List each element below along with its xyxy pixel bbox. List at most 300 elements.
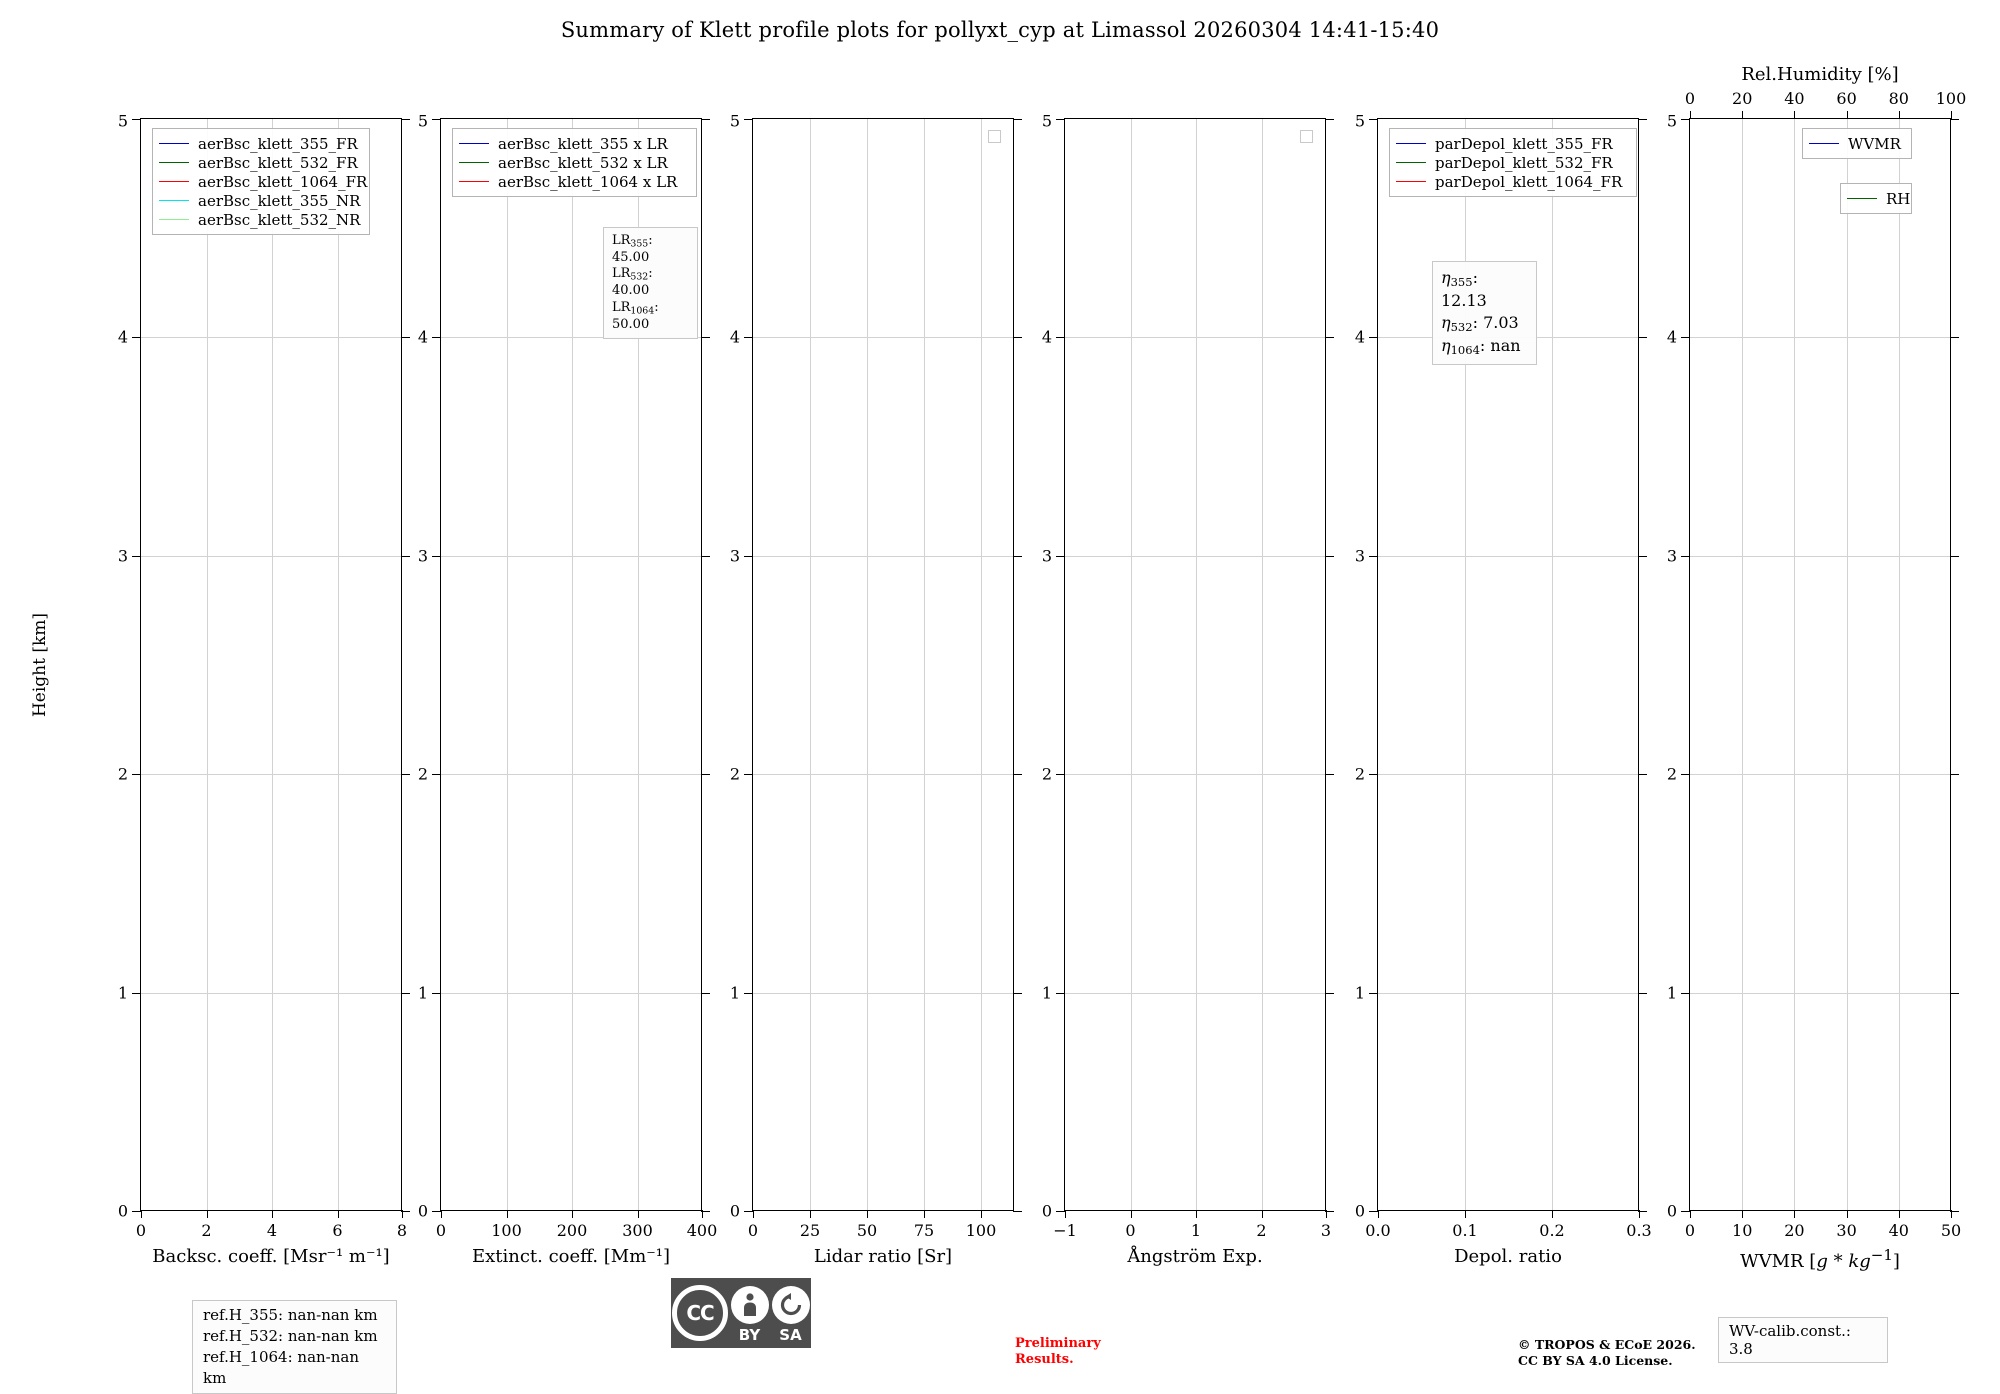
preliminary-line-2: Results. <box>1015 1352 1074 1368</box>
gridline-y-4 <box>753 337 1013 338</box>
ytick-3 <box>132 556 141 557</box>
xtick-label-5: 50 <box>1940 1221 1962 1240</box>
refbox-line: ref.H_532: nan-nan km <box>203 1327 378 1345</box>
xtick-top-label-0: 0 <box>1684 89 1696 108</box>
ytick-r-1 <box>701 993 710 994</box>
ytick-0 <box>132 1211 141 1212</box>
xtick-4 <box>702 1210 703 1218</box>
xtick-label-1: 25 <box>799 1221 821 1240</box>
xtick-top-label-4: 80 <box>1888 89 1909 108</box>
credit-line-2: CC BY SA 4.0 License. <box>1518 1353 1673 1369</box>
gridline-x-2 <box>1794 119 1795 1210</box>
gridline-x-1 <box>1131 119 1132 1210</box>
xtick-top-label-5: 100 <box>1935 89 1967 108</box>
ytick-r-1 <box>1013 993 1022 994</box>
gridline-y-3 <box>753 556 1013 557</box>
ytick-label-1: 1 <box>417 983 428 1003</box>
ytick-label-2: 2 <box>117 764 128 784</box>
plot-area-wvmr-rh <box>1666 64 1967 1272</box>
ytick-label-3: 3 <box>1041 546 1052 566</box>
ytick-0 <box>1056 1211 1065 1212</box>
gridline-y-3 <box>141 556 401 557</box>
xtick-0 <box>141 1210 142 1218</box>
legend-backscatter[interactable] <box>152 128 370 235</box>
annotation-row: $LR_{532}$: 40.00 <box>612 266 653 299</box>
ytick-label-0: 0 <box>729 1201 740 1221</box>
ytick-r-1 <box>1325 993 1334 994</box>
ytick-label-0: 0 <box>1666 1201 1677 1221</box>
legend-line-icon <box>1396 143 1426 144</box>
gridline-y-4 <box>1690 337 1950 338</box>
ytick-r-2 <box>1013 774 1022 775</box>
xtick-0 <box>1378 1210 1379 1218</box>
ytick-label-1: 1 <box>117 983 128 1003</box>
ytick-1 <box>1056 993 1065 994</box>
gridline-x-2 <box>1196 119 1197 1210</box>
lidar-ratio-annotation-box <box>603 227 698 339</box>
xtick-label-3: 75 <box>913 1221 935 1240</box>
ytick-5 <box>432 119 441 120</box>
ytick-r-5 <box>1325 119 1334 120</box>
gridline-x-2 <box>572 119 573 1210</box>
gridline-x-2 <box>1552 119 1553 1210</box>
cc-by-label: BY <box>738 1325 761 1344</box>
xtick-label-0: 0 <box>135 1221 147 1240</box>
annotation-value: 7.03 <box>1483 313 1519 332</box>
axis-caption-lidar-ratio: Lidar ratio [Sr] <box>813 1246 953 1267</box>
ytick-label-5: 5 <box>117 111 128 131</box>
ytick-label-5: 5 <box>729 111 740 131</box>
legend-item[interactable] <box>1396 172 1629 191</box>
credit-line-1: © TROPOS & ECoE 2026. <box>1518 1337 1696 1352</box>
xtick-2 <box>572 1210 573 1218</box>
annotation-label: LR <box>612 266 631 282</box>
ytick-label-4: 4 <box>417 327 428 347</box>
ytick-label-1: 1 <box>1666 983 1677 1003</box>
ytick-5 <box>1056 119 1065 120</box>
xtick-label-2: 200 <box>556 1221 588 1240</box>
ytick-label-2: 2 <box>1666 764 1677 784</box>
annotation-row: $\eta_{1064}$: nan <box>1441 336 1521 358</box>
ytick-label-1: 1 <box>1354 983 1365 1003</box>
ytick-r-4 <box>701 337 710 338</box>
ytick-r-1 <box>1638 993 1647 994</box>
legend-line-icon <box>159 143 189 144</box>
ytick-r-3 <box>401 556 410 557</box>
ytick-r-2 <box>1950 774 1959 775</box>
xtick-1 <box>207 1210 208 1218</box>
refbox-line: ref.H_1064: nan-nan km <box>203 1348 360 1387</box>
xtick-1 <box>507 1210 508 1218</box>
cc-by-cell <box>729 1278 770 1348</box>
gridline-y-1 <box>1690 993 1950 994</box>
ytick-0 <box>432 1211 441 1212</box>
xtick-label-3: 30 <box>1836 1221 1857 1240</box>
cc-sa-cell <box>770 1278 811 1348</box>
legend-line-icon <box>159 219 189 220</box>
xtick-top-3 <box>1847 111 1848 119</box>
xtick-3 <box>1847 1210 1848 1218</box>
xtick-0 <box>753 1210 754 1218</box>
xtick-label-4: 8 <box>396 1221 408 1240</box>
legend-label: WVMR <box>1848 134 1901 153</box>
xtick-label-1: 2 <box>201 1221 212 1240</box>
annotation-row: $\eta_{355}$: 12.13 <box>1441 268 1487 311</box>
ytick-label-0: 0 <box>117 1201 128 1221</box>
xtick-1 <box>1742 1210 1743 1218</box>
ytick-2 <box>132 774 141 775</box>
xtick-top-label-2: 40 <box>1784 89 1805 108</box>
ytick-r-5 <box>1950 119 1959 120</box>
xtick-label-2: 0.2 <box>1539 1221 1565 1240</box>
xtick-top-1 <box>1742 111 1743 119</box>
ytick-r-5 <box>1013 119 1022 120</box>
annotation-subscript: 1064 <box>630 304 655 316</box>
ytick-r-3 <box>1325 556 1334 557</box>
xtick-label-4: 400 <box>686 1221 718 1240</box>
xtick-top-5 <box>1951 111 1952 119</box>
ytick-4 <box>1369 337 1378 338</box>
ytick-1 <box>1369 993 1378 994</box>
ytick-label-4: 4 <box>1041 327 1052 347</box>
ytick-label-5: 5 <box>1666 111 1677 131</box>
ytick-r-3 <box>1950 556 1959 557</box>
gridline-x-1 <box>507 119 508 1210</box>
ytick-3 <box>432 556 441 557</box>
xtick-4 <box>1326 1210 1327 1218</box>
legend-line-icon <box>459 143 489 144</box>
ytick-r-4 <box>1325 337 1334 338</box>
gridline-x-3 <box>1262 119 1263 1210</box>
ytick-label-1: 1 <box>1041 983 1052 1003</box>
y-axis-title: Height [km] <box>30 612 50 718</box>
legend-item[interactable] <box>159 210 362 229</box>
xtick-3 <box>924 1210 925 1218</box>
empty-legend-marker <box>988 130 1001 143</box>
ytick-label-4: 4 <box>1354 327 1365 347</box>
legend-depolarization-ratio[interactable] <box>1389 128 1637 197</box>
gridline-y-1 <box>753 993 1013 994</box>
ytick-0 <box>744 1211 753 1212</box>
annotation-label: η <box>1441 268 1451 287</box>
gridline-y-2 <box>1065 774 1325 775</box>
legend-wvmr[interactable] <box>1802 128 1912 159</box>
legend-label: aerBsc_klett_1064_FR <box>198 172 368 191</box>
ytick-1 <box>432 993 441 994</box>
gridline-y-4 <box>141 337 401 338</box>
ytick-2 <box>1056 774 1065 775</box>
legend-item[interactable] <box>459 134 689 153</box>
ytick-r-4 <box>1950 337 1959 338</box>
gridline-x-1 <box>207 119 208 1210</box>
annotation-subscript: 532 <box>1450 319 1473 334</box>
preliminary-results-note <box>1015 1336 1101 1369</box>
annotation-subscript: 355 <box>630 238 649 250</box>
xtick-2 <box>272 1210 273 1218</box>
ytick-r-3 <box>1638 556 1647 557</box>
annotation-value: 12.13 <box>1441 291 1487 311</box>
gridline-x-4 <box>1899 119 1900 1210</box>
legend-extinction[interactable] <box>452 128 697 197</box>
annotation-subscript: 532 <box>630 271 649 283</box>
xtick-label-2: 4 <box>266 1221 278 1240</box>
legend-item[interactable] <box>159 172 368 191</box>
annotation-label: LR <box>612 233 631 248</box>
ytick-1 <box>1681 993 1690 994</box>
ytick-label-3: 3 <box>417 546 428 566</box>
legend-label: RH <box>1886 189 1911 208</box>
legend-label: aerBsc_klett_355_FR <box>198 134 358 153</box>
legend-line-icon <box>1809 143 1839 144</box>
ytick-r-2 <box>701 774 710 775</box>
xtick-2 <box>1794 1210 1795 1218</box>
xtick-4 <box>402 1210 403 1218</box>
ytick-label-0: 0 <box>1041 1201 1052 1221</box>
xtick-top-label-1: 20 <box>1732 89 1753 108</box>
gridline-x-3 <box>924 119 925 1210</box>
legend-item[interactable] <box>459 172 689 191</box>
xtick-label-0: 0 <box>1684 1221 1696 1240</box>
xtick-label-3: 6 <box>332 1221 343 1240</box>
xtick-label-3: 300 <box>622 1221 653 1240</box>
legend-line-icon <box>159 181 189 182</box>
ytick-label-3: 3 <box>1354 546 1365 566</box>
legend-label: parDepol_klett_355_FR <box>1435 134 1613 153</box>
ytick-label-2: 2 <box>1354 764 1365 784</box>
ytick-label-2: 2 <box>417 764 428 784</box>
ytick-3 <box>1056 556 1065 557</box>
gridline-x-1 <box>810 119 811 1210</box>
gridline-y-3 <box>1690 556 1950 557</box>
gridline-x-1 <box>1742 119 1743 1210</box>
gridline-y-2 <box>753 774 1013 775</box>
share-alike-icon-glyph <box>779 1293 803 1317</box>
ytick-3 <box>744 556 753 557</box>
gridline-x-4 <box>981 119 982 1210</box>
plot-area-depolarization-ratio <box>1354 111 1652 1267</box>
page-title: Summary of Klett profile plots for pollyxt_cyp at Limassol 20260304 14:41-15:40 <box>560 18 1440 42</box>
ytick-label-5: 5 <box>417 111 428 131</box>
ytick-r-4 <box>401 337 410 338</box>
ytick-r-0 <box>1013 1211 1022 1212</box>
copyright-credit <box>1518 1337 1696 1370</box>
legend-item[interactable] <box>159 153 362 172</box>
plot-area-angstrom-exponent <box>1041 111 1332 1267</box>
annotation-label: LR <box>612 299 631 315</box>
legend-line-icon <box>159 200 189 201</box>
empty-legend-marker <box>1300 130 1313 143</box>
xtick-3 <box>338 1210 339 1218</box>
ytick-label-2: 2 <box>1041 764 1052 784</box>
ytick-r-4 <box>1013 337 1022 338</box>
ytick-r-3 <box>1013 556 1022 557</box>
ytick-label-2: 2 <box>729 764 740 784</box>
reference-height-box <box>192 1300 397 1394</box>
annotation-value: 50.00 <box>612 316 650 332</box>
legend-line-icon <box>1847 198 1877 199</box>
xtick-label-2: 50 <box>856 1221 878 1240</box>
xtick-0 <box>1065 1210 1066 1218</box>
ytick-5 <box>1369 119 1378 120</box>
ytick-4 <box>1681 337 1690 338</box>
ytick-label-4: 4 <box>729 327 740 347</box>
xtick-label-0: 0 <box>747 1221 759 1240</box>
legend-label: aerBsc_klett_532_NR <box>198 210 361 229</box>
annotation-subscript: 1064 <box>1450 343 1480 358</box>
xtick-2 <box>1196 1210 1197 1218</box>
legend-label: aerBsc_klett_355 x LR <box>498 134 668 153</box>
ytick-label-0: 0 <box>417 1201 428 1221</box>
xtick-3 <box>1262 1210 1263 1218</box>
annotation-subscript: 355 <box>1450 274 1473 289</box>
legend-label: parDepol_klett_532_FR <box>1435 153 1613 172</box>
legend-label: aerBsc_klett_355_NR <box>198 191 361 210</box>
legend-item[interactable] <box>459 153 689 172</box>
xtick-label-4: 100 <box>965 1221 997 1240</box>
legend-line-icon <box>159 162 189 163</box>
ytick-2 <box>744 774 753 775</box>
legend-item[interactable] <box>1396 153 1629 172</box>
ytick-r-2 <box>1638 774 1647 775</box>
ytick-label-0: 0 <box>1354 1201 1365 1221</box>
ytick-r-1 <box>1950 993 1959 994</box>
ytick-1 <box>132 993 141 994</box>
axis-caption-wvmr: WVMR $[g * kg^{-1}]$ <box>1740 1246 1900 1272</box>
annotation-value: nan <box>1490 336 1521 356</box>
plot-area-backscatter <box>117 111 408 1267</box>
ytick-r-5 <box>401 119 410 120</box>
ytick-4 <box>132 337 141 338</box>
xtick-label-3: 2 <box>1256 1221 1267 1240</box>
gridline-x-3 <box>1847 119 1848 1210</box>
ytick-r-4 <box>1638 337 1647 338</box>
eta-annotation-box <box>1432 261 1537 365</box>
xtick-top-2 <box>1794 111 1795 119</box>
gridline-x-3 <box>338 119 339 1210</box>
cc-logo-icon <box>671 1278 729 1348</box>
annotation-label: η <box>1441 313 1451 332</box>
ytick-5 <box>744 119 753 120</box>
xtick-label-1: 0.1 <box>1452 1221 1478 1240</box>
ytick-3 <box>1369 556 1378 557</box>
gridline-y-1 <box>1378 993 1638 994</box>
gridline-y-3 <box>1065 556 1325 557</box>
legend-label: aerBsc_klett_532 x LR <box>498 153 668 172</box>
ytick-label-4: 4 <box>1666 327 1677 347</box>
legend-label: aerBsc_klett_1064 x LR <box>498 172 678 191</box>
gridline-x-2 <box>867 119 868 1210</box>
annotation-label: η <box>1441 336 1451 356</box>
ytick-label-1: 1 <box>729 983 740 1003</box>
xtick-label-4: 40 <box>1888 1221 1909 1240</box>
ytick-0 <box>1681 1211 1690 1212</box>
legend-item[interactable] <box>1809 134 1904 153</box>
legend-item[interactable] <box>159 191 362 210</box>
xtick-1 <box>810 1210 811 1218</box>
cc-mark-label: CC <box>672 1285 728 1341</box>
axis-caption-relative-humidity: Rel.Humidity [%] <box>1741 64 1899 85</box>
gridline-y-1 <box>141 993 401 994</box>
cc-sa-label: SA <box>779 1325 802 1344</box>
ytick-3 <box>1681 556 1690 557</box>
ytick-1 <box>744 993 753 994</box>
xtick-label-2: 1 <box>1190 1221 1202 1240</box>
ytick-4 <box>432 337 441 338</box>
axis-caption-angstrom-exponent: Ångström Exp. <box>1127 1246 1263 1267</box>
xtick-4 <box>1899 1210 1900 1218</box>
xtick-top-4 <box>1899 111 1900 119</box>
xtick-label-1: 0 <box>1125 1221 1136 1240</box>
xtick-3 <box>638 1210 639 1218</box>
gridline-y-2 <box>1378 774 1638 775</box>
ytick-label-5: 5 <box>1041 111 1052 131</box>
ytick-r-5 <box>1638 119 1647 120</box>
gridline-y-1 <box>441 993 701 994</box>
ytick-r-2 <box>401 774 410 775</box>
gridline-y-4 <box>1065 337 1325 338</box>
annotation-row: $\eta_{532}$: 7.03 <box>1441 313 1519 334</box>
legend-item[interactable] <box>159 134 362 153</box>
ytick-2 <box>1681 774 1690 775</box>
legend-label: aerBsc_klett_532_FR <box>198 153 358 172</box>
ytick-label-5: 5 <box>1354 111 1365 131</box>
gridline-y-3 <box>441 556 701 557</box>
ytick-label-4: 4 <box>117 327 128 347</box>
gridline-y-2 <box>141 774 401 775</box>
ytick-2 <box>1369 774 1378 775</box>
gridline-y-1 <box>1065 993 1325 994</box>
gridline-y-2 <box>1690 774 1950 775</box>
ytick-label-3: 3 <box>117 546 128 566</box>
gridline-x-2 <box>272 119 273 1210</box>
person-icon <box>731 1286 769 1324</box>
legend-relative-humidity[interactable] <box>1840 183 1912 214</box>
gridline-y-3 <box>1378 556 1638 557</box>
wv-calibration-constant: WV-calib.const.: 3.8 <box>1718 1317 1888 1363</box>
refbox-line: ref.H_355: nan-nan km <box>203 1306 378 1324</box>
xtick-4 <box>981 1210 982 1218</box>
xtick-1 <box>1131 1210 1132 1218</box>
ytick-5 <box>132 119 141 120</box>
person-icon-glyph <box>739 1292 761 1318</box>
ytick-r-3 <box>701 556 710 557</box>
xtick-label-1: 100 <box>491 1221 522 1240</box>
cc-license-badge[interactable] <box>671 1278 811 1348</box>
ytick-r-1 <box>401 993 410 994</box>
xtick-0 <box>1690 1210 1691 1218</box>
annotation-value: 45.00 <box>612 250 650 266</box>
ytick-4 <box>744 337 753 338</box>
xtick-label-2: 20 <box>1784 1221 1805 1240</box>
xtick-1 <box>1465 1210 1466 1218</box>
legend-line-icon <box>1396 162 1426 163</box>
gridline-y-2 <box>441 774 701 775</box>
xtick-label-0: 0.0 <box>1365 1221 1391 1240</box>
xtick-label-0: −1 <box>1053 1221 1077 1240</box>
xtick-0 <box>441 1210 442 1218</box>
ytick-r-2 <box>1325 774 1334 775</box>
ytick-label-3: 3 <box>1666 546 1677 566</box>
plot-area-lidar-ratio <box>729 111 1014 1267</box>
xtick-2 <box>867 1210 868 1218</box>
ytick-5 <box>1681 119 1690 120</box>
xtick-2 <box>1552 1210 1553 1218</box>
legend-item[interactable] <box>1396 134 1629 153</box>
preliminary-line-1: Preliminary <box>1015 1336 1101 1351</box>
axis-caption-depolarization-ratio: Depol. ratio <box>1454 1246 1562 1267</box>
legend-item[interactable] <box>1847 189 1911 208</box>
xtick-3 <box>1639 1210 1640 1218</box>
